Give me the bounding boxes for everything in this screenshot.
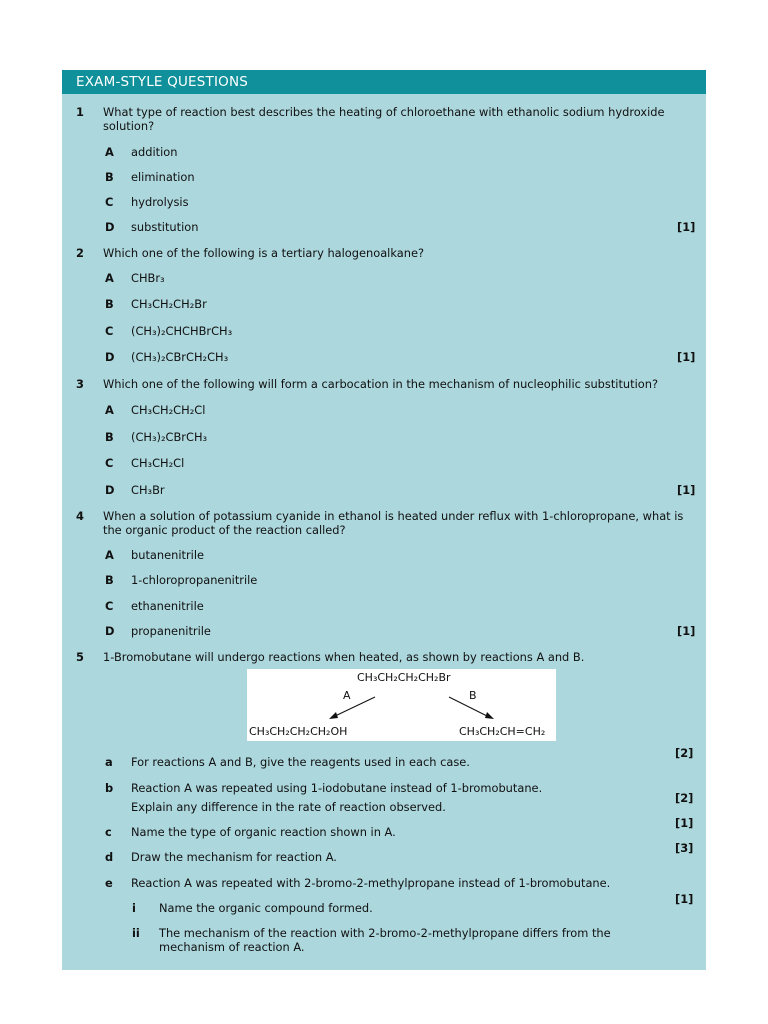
question-stem: Which one of the following will form a carbocation in the mechanism of nucleophilic substitution? — [103, 377, 659, 391]
option-letter: B — [105, 170, 114, 184]
part-letter: c — [105, 825, 112, 839]
reaction-scheme — [247, 669, 556, 741]
part-letter: a — [105, 755, 113, 769]
option-text: addition — [131, 145, 178, 159]
option-letter: B — [105, 297, 114, 311]
option-text: elimination — [131, 170, 195, 184]
arrow-a — [333, 697, 375, 717]
option-formula: (CH₃)₂CHCHBrCH₃ — [131, 324, 233, 338]
question-stem: What type of reaction best describes the heating of chloroethane with ethanolic sodium hydroxide solution? — [103, 105, 665, 133]
option-text: propanenitrile — [131, 624, 211, 638]
option-formula: (CH₃)₂CBrCH₃ — [131, 430, 208, 444]
arrow-b — [449, 697, 489, 717]
option-formula: CH₃CH₂CH₂Cl — [131, 403, 206, 417]
marks: [1] — [677, 624, 696, 638]
marks: [1] — [675, 816, 694, 830]
option-text: substitution — [131, 220, 199, 234]
option-text: butanenitrile — [131, 548, 204, 562]
option-letter: A — [105, 145, 114, 159]
subpart-text: The mechanism of the reaction with 2-bromo-2-methylpropane differs from the mechanism of reaction A. — [159, 926, 611, 954]
question-stem: 1-Bromobutane will undergo reactions when heated, as shown by reactions A and B. — [103, 650, 585, 664]
subpart-text: Name the organic compound formed. — [159, 901, 373, 915]
part-text: Reaction A was repeated with 2-bromo-2-methylpropane instead of 1-bromobutane. — [131, 876, 611, 890]
marks: [1] — [677, 483, 696, 497]
option-letter: B — [105, 430, 114, 444]
option-formula: CH₃CH₂CH₂Br — [131, 297, 207, 311]
part-letter: e — [105, 876, 113, 890]
subpart-numeral: i — [132, 901, 136, 915]
option-letter: C — [105, 456, 114, 470]
option-letter: A — [105, 548, 114, 562]
option-letter: D — [105, 483, 115, 497]
option-formula: (CH₃)₂CBrCH₂CH₃ — [131, 350, 229, 364]
subpart-numeral: ii — [132, 926, 140, 940]
marks: [1] — [677, 350, 696, 364]
option-formula: CHBr₃ — [131, 271, 165, 285]
option-text: hydrolysis — [131, 195, 189, 209]
option-letter: B — [105, 573, 114, 587]
option-letter: A — [105, 403, 114, 417]
marks: [1] — [677, 220, 696, 234]
option-letter: D — [105, 350, 115, 364]
option-letter: C — [105, 195, 114, 209]
part-text: Draw the mechanism for reaction A. — [131, 850, 337, 864]
question-number: 3 — [76, 377, 84, 391]
marks: [3] — [675, 841, 694, 855]
question-stem: When a solution of potassium cyanide in ethanol is heated under reflux with 1-chloropropane, what is the organic product of the reaction called? — [103, 509, 684, 537]
option-letter: D — [105, 624, 115, 638]
section-title: EXAM-STYLE QUESTIONS — [76, 74, 249, 90]
scheme-label-b: B — [469, 689, 477, 702]
option-letter: A — [105, 271, 114, 285]
scheme-reactant: CH₃CH₂CH₂CH₂Br — [357, 671, 451, 684]
part-text: Name the type of organic reaction shown in A. — [131, 825, 396, 839]
scheme-label-a: A — [343, 689, 351, 702]
option-formula: CH₃Br — [131, 483, 165, 497]
marks: [2] — [675, 746, 694, 760]
question-number: 5 — [76, 650, 84, 664]
option-letter: D — [105, 220, 115, 234]
option-letter: C — [105, 599, 114, 613]
arrowhead-a — [329, 712, 338, 719]
option-text: ethanenitrile — [131, 599, 204, 613]
scheme-product-a: CH₃CH₂CH₂CH₂OH — [249, 725, 348, 738]
option-letter: C — [105, 324, 114, 338]
part-letter: d — [105, 850, 114, 864]
question-number: 2 — [76, 246, 84, 260]
section-header — [62, 70, 706, 94]
part-text: For reactions A and B, give the reagents used in each case. — [131, 755, 470, 769]
question-stem: Which one of the following is a tertiary halogenoalkane? — [103, 246, 424, 260]
option-formula: CH₃CH₂Cl — [131, 456, 185, 470]
marks: [2] — [675, 791, 694, 805]
question-number: 4 — [76, 509, 84, 523]
part-text: Reaction A was repeated using 1-iodobutane instead of 1-bromobutane. — [131, 781, 543, 795]
scheme-product-b: CH₃CH₂CH=CH₂ — [459, 725, 546, 738]
marks: [1] — [675, 892, 694, 906]
part-letter: b — [105, 781, 114, 795]
arrowhead-b — [485, 712, 494, 719]
option-text: 1-chloropropanenitrile — [131, 573, 258, 587]
question-number: 1 — [76, 105, 84, 119]
part-text: Explain any difference in the rate of reaction observed. — [131, 800, 446, 814]
